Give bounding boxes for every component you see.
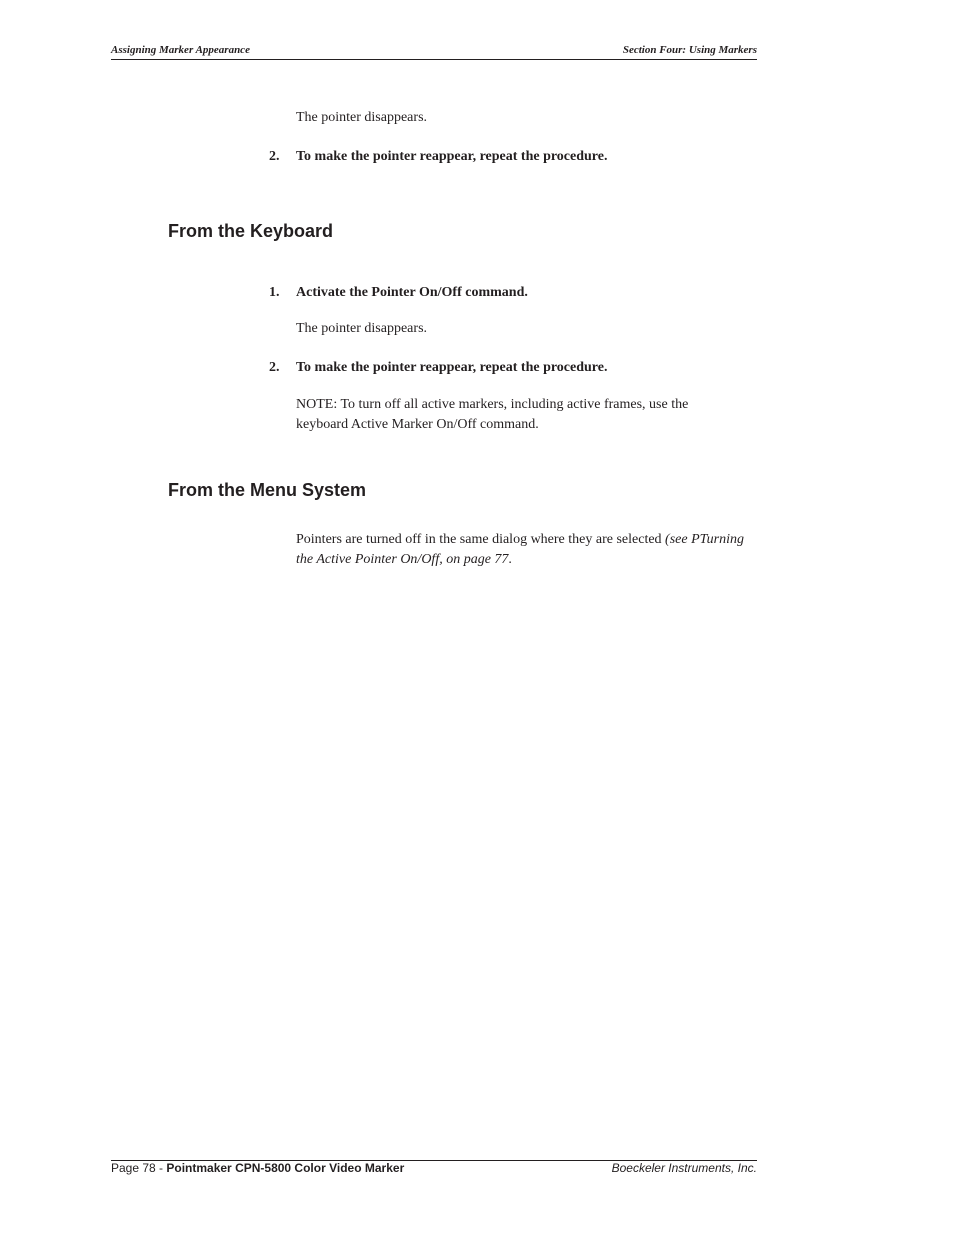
running-footer bbox=[111, 1160, 757, 1175]
step-text: Activate the Pointer On/Off command. bbox=[296, 285, 528, 300]
section-heading-menu-system: From the Menu System bbox=[168, 480, 367, 500]
header-chapter-title: Assigning Marker Appearance bbox=[111, 44, 250, 56]
step-number: 2. bbox=[269, 149, 280, 164]
step-number: 2. bbox=[269, 360, 280, 375]
footer-page-number: Page 78 - bbox=[111, 1161, 167, 1175]
step-text: To make the pointer reappear, repeat the procedure. bbox=[296, 360, 608, 375]
step-result: The pointer disappears. bbox=[296, 110, 428, 125]
step-item bbox=[269, 358, 608, 378]
footer-company-name: Boeckeler Instruments, Inc. bbox=[611, 1161, 757, 1175]
footer-page-label bbox=[111, 1161, 404, 1175]
step-result: The pointer disappears. bbox=[296, 321, 428, 336]
menu-text: Pointers are turned off in the same dialog where they are selected bbox=[296, 532, 666, 547]
footer-product-name: Pointmaker CPN-5800 Color Video Marker bbox=[166, 1161, 405, 1175]
section-heading-keyboard: From the Keyboard bbox=[168, 221, 334, 241]
step-number: 1. bbox=[269, 285, 280, 300]
note-paragraph: NOTE: To turn off all active markers, including active frames, use the keyboard Active Marker On/Off command. bbox=[296, 397, 689, 432]
menu-text-end: . bbox=[508, 552, 512, 567]
step-item bbox=[269, 283, 528, 303]
running-header bbox=[111, 44, 757, 60]
cross-reference: (see PTurning the Active Pointer On/Off, on page 77 bbox=[296, 532, 744, 567]
header-section-title: Section Four: Using Markers bbox=[622, 44, 757, 56]
menu-paragraph bbox=[296, 530, 748, 570]
step-item bbox=[269, 147, 608, 167]
step-text: To make the pointer reappear, repeat the procedure. bbox=[296, 149, 608, 164]
